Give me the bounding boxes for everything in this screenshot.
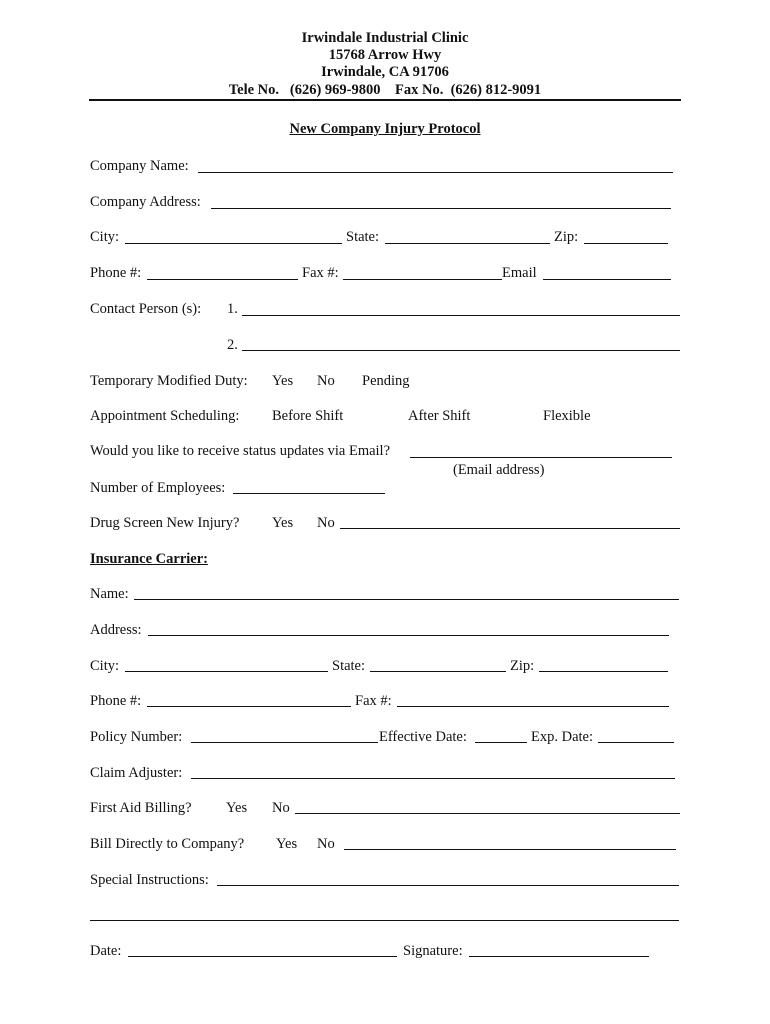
special-instructions-field[interactable] (217, 885, 679, 886)
company-fax-label: Fax #: (302, 265, 339, 281)
first-aid-no[interactable]: No (272, 800, 290, 816)
contact-1-field[interactable] (242, 315, 680, 316)
status-email-hint: (Email address) (453, 462, 545, 478)
company-zip-label: Zip: (554, 229, 579, 245)
scheduling-after-shift[interactable]: After Shift (408, 408, 471, 424)
employees-label: Number of Employees: (90, 480, 226, 496)
clinic-phone-fax: Tele No. (626) 969-9800 Fax No. (626) 812-9091 (228, 82, 542, 98)
company-name-label: Company Name: (90, 158, 189, 174)
insurance-address-field[interactable] (148, 635, 669, 636)
contact-1-number: 1. (227, 301, 238, 317)
clinic-street: 15768 Arrow Hwy (328, 47, 442, 63)
company-state-field[interactable] (385, 243, 550, 244)
bill-direct-no[interactable]: No (317, 836, 335, 852)
scheduling-label: Appointment Scheduling: (90, 408, 240, 424)
header-divider (89, 99, 681, 101)
insurance-zip-field[interactable] (539, 671, 668, 672)
exp-date-field[interactable] (598, 742, 674, 743)
modified-duty-label: Temporary Modified Duty: (90, 373, 248, 389)
effective-date-field[interactable] (475, 742, 527, 743)
modified-duty-no[interactable]: No (317, 373, 335, 389)
policy-number-field[interactable] (191, 742, 378, 743)
company-city-label: City: (90, 229, 120, 245)
company-address-field[interactable] (211, 208, 671, 209)
insurance-zip-label: Zip: (510, 658, 535, 674)
company-zip-field[interactable] (584, 243, 668, 244)
company-email-label: Email (502, 265, 537, 281)
drug-screen-field[interactable] (340, 528, 680, 529)
company-email-field[interactable] (543, 279, 671, 280)
modified-duty-yes[interactable]: Yes (272, 373, 294, 389)
insurance-city-field[interactable] (125, 671, 328, 672)
contact-person-label: Contact Person (s): (90, 301, 202, 317)
special-instructions-field-2[interactable] (90, 920, 679, 921)
first-aid-label: First Aid Billing? (90, 800, 192, 816)
status-updates-label: Would you like to receive status updates via Email? (90, 443, 391, 459)
insurance-name-label: Name: (90, 586, 129, 602)
company-phone-field[interactable] (147, 279, 298, 280)
insurance-fax-label: Fax #: (355, 693, 392, 709)
claim-adjuster-label: Claim Adjuster: (90, 765, 183, 781)
form-title: New Company Injury Protocol (289, 121, 481, 137)
scheduling-before-shift[interactable]: Before Shift (272, 408, 344, 424)
effective-date-label: Effective Date: (379, 729, 467, 745)
first-aid-yes[interactable]: Yes (226, 800, 248, 816)
status-email-field[interactable] (410, 457, 672, 458)
insurance-phone-field[interactable] (147, 706, 351, 707)
date-field[interactable] (128, 956, 397, 957)
scheduling-flexible[interactable]: Flexible (543, 408, 591, 424)
bill-direct-field[interactable] (344, 849, 676, 850)
drug-screen-no[interactable]: No (317, 515, 335, 531)
policy-number-label: Policy Number: (90, 729, 183, 745)
clinic-city: Irwindale, CA 91706 (321, 64, 449, 80)
claim-adjuster-field[interactable] (191, 778, 675, 779)
company-phone-label: Phone #: (90, 265, 142, 281)
insurance-fax-field[interactable] (397, 706, 669, 707)
insurance-heading: Insurance Carrier: (90, 551, 208, 567)
insurance-address-label: Address: (90, 622, 142, 638)
first-aid-field[interactable] (295, 813, 680, 814)
date-label: Date: (90, 943, 122, 959)
insurance-state-field[interactable] (370, 671, 506, 672)
drug-screen-yes[interactable]: Yes (272, 515, 294, 531)
exp-date-label: Exp. Date: (531, 729, 594, 745)
contact-2-number: 2. (227, 337, 238, 353)
company-fax-field[interactable] (343, 279, 502, 280)
company-state-label: State: (346, 229, 380, 245)
insurance-name-field[interactable] (134, 599, 679, 600)
insurance-state-label: State: (332, 658, 366, 674)
insurance-phone-label: Phone #: (90, 693, 142, 709)
special-instructions-label: Special Instructions: (90, 872, 209, 888)
signature-label: Signature: (403, 943, 463, 959)
company-name-field[interactable] (198, 172, 673, 173)
clinic-name: Irwindale Industrial Clinic (301, 30, 469, 46)
company-city-field[interactable] (125, 243, 342, 244)
drug-screen-label: Drug Screen New Injury? (90, 515, 240, 531)
modified-duty-pending[interactable]: Pending (362, 373, 410, 389)
bill-direct-label: Bill Directly to Company? (90, 836, 245, 852)
bill-direct-yes[interactable]: Yes (276, 836, 298, 852)
employees-field[interactable] (233, 493, 385, 494)
insurance-city-label: City: (90, 658, 120, 674)
company-address-label: Company Address: (90, 194, 201, 210)
contact-2-field[interactable] (242, 350, 680, 351)
signature-field[interactable] (469, 956, 649, 957)
